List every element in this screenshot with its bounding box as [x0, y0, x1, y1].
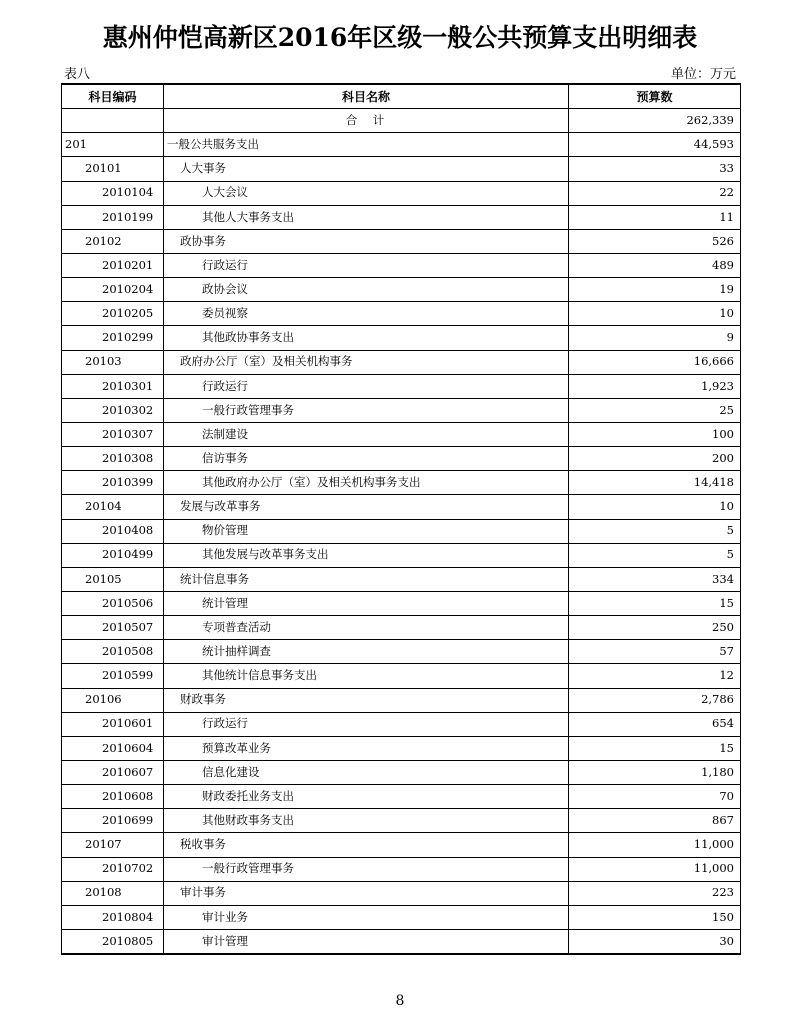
table-row — [62, 447, 741, 471]
subject-code: 20105 — [62, 567, 164, 591]
table-row — [62, 881, 741, 905]
subject-name: 行政运行 — [164, 374, 569, 398]
subject-name: 财政事务 — [164, 688, 569, 712]
subject-code: 2010204 — [62, 278, 164, 302]
budget-amount: 14,418 — [569, 471, 741, 495]
subject-code: 2010506 — [62, 591, 164, 615]
header-amount: 预算数 — [569, 84, 741, 109]
subject-name: 专项普查活动 — [164, 616, 569, 640]
table-row — [62, 640, 741, 664]
subject-code: 2010308 — [62, 447, 164, 471]
table-row — [62, 567, 741, 591]
total-row — [62, 109, 741, 133]
subject-name: 一般行政管理事务 — [164, 398, 569, 422]
table-row — [62, 422, 741, 446]
budget-amount: 223 — [569, 881, 741, 905]
header-name: 科目名称 — [164, 84, 569, 109]
subject-code: 2010307 — [62, 422, 164, 446]
budget-amount: 12 — [569, 664, 741, 688]
subject-name: 人大会议 — [164, 181, 569, 205]
budget-amount: 867 — [569, 809, 741, 833]
subject-name: 行政运行 — [164, 253, 569, 277]
subject-name: 统计信息事务 — [164, 567, 569, 591]
budget-amount: 489 — [569, 253, 741, 277]
table-row — [62, 326, 741, 350]
subject-name: 发展与改革事务 — [164, 495, 569, 519]
table-row — [62, 471, 741, 495]
table-row — [62, 302, 741, 326]
subject-code: 2010399 — [62, 471, 164, 495]
budget-amount: 654 — [569, 712, 741, 736]
subject-name: 政协事务 — [164, 229, 569, 253]
subject-code: 2010201 — [62, 253, 164, 277]
table-row — [62, 229, 741, 253]
subject-code: 20103 — [62, 350, 164, 374]
subject-name: 其他人大事务支出 — [164, 205, 569, 229]
subject-code: 20106 — [62, 688, 164, 712]
budget-table — [61, 83, 741, 955]
table-row — [62, 374, 741, 398]
budget-amount: 30 — [569, 929, 741, 954]
page-number: 8 — [395, 993, 405, 1009]
subject-name: 统计抽样调查 — [164, 640, 569, 664]
table-row — [62, 495, 741, 519]
subject-code: 2010205 — [62, 302, 164, 326]
table-row — [62, 133, 741, 157]
table-row — [62, 664, 741, 688]
subject-name: 政府办公厅（室）及相关机构事务 — [164, 350, 569, 374]
subject-code: 201 — [62, 133, 164, 157]
subject-name: 预算改革业务 — [164, 736, 569, 760]
budget-amount: 11,000 — [569, 833, 741, 857]
budget-amount: 16,666 — [569, 350, 741, 374]
budget-amount: 9 — [569, 326, 741, 350]
subject-name: 审计业务 — [164, 905, 569, 929]
subject-code: 2010199 — [62, 205, 164, 229]
table-row — [62, 809, 741, 833]
table-row — [62, 591, 741, 615]
budget-amount: 1,923 — [569, 374, 741, 398]
subject-name: 人大事务 — [164, 157, 569, 181]
budget-amount: 25 — [569, 398, 741, 422]
table-row — [62, 398, 741, 422]
budget-amount: 22 — [569, 181, 741, 205]
budget-amount: 57 — [569, 640, 741, 664]
subject-code: 2010499 — [62, 543, 164, 567]
table-label: 表八 — [64, 67, 91, 82]
subject-name: 法制建设 — [164, 422, 569, 446]
total-label: 合 计 — [164, 109, 569, 133]
subject-code: 20101 — [62, 157, 164, 181]
unit-label: 单位：万元 — [670, 67, 736, 82]
subject-name: 其他统计信息事务支出 — [164, 664, 569, 688]
budget-amount: 5 — [569, 543, 741, 567]
budget-amount: 15 — [569, 736, 741, 760]
subject-name: 行政运行 — [164, 712, 569, 736]
table-row — [62, 760, 741, 784]
total-code — [62, 109, 164, 133]
table-row — [62, 616, 741, 640]
budget-amount: 250 — [569, 616, 741, 640]
subject-code: 2010702 — [62, 857, 164, 881]
subject-name: 信访事务 — [164, 447, 569, 471]
table-row — [62, 785, 741, 809]
budget-amount: 526 — [569, 229, 741, 253]
subject-code: 2010699 — [62, 809, 164, 833]
subject-name: 财政委托业务支出 — [164, 785, 569, 809]
subject-code: 2010408 — [62, 519, 164, 543]
subject-code: 2010508 — [62, 640, 164, 664]
budget-amount: 11,000 — [569, 857, 741, 881]
table-row — [62, 519, 741, 543]
subject-name: 统计管理 — [164, 591, 569, 615]
header-code: 科目编码 — [62, 84, 164, 109]
table-row — [62, 688, 741, 712]
budget-amount: 10 — [569, 302, 741, 326]
subject-code: 2010607 — [62, 760, 164, 784]
budget-amount: 11 — [569, 205, 741, 229]
subject-code: 20108 — [62, 881, 164, 905]
subject-name: 物价管理 — [164, 519, 569, 543]
subject-name: 审计管理 — [164, 929, 569, 954]
subject-code: 2010299 — [62, 326, 164, 350]
total-amount: 262,339 — [569, 109, 741, 133]
subject-code: 2010301 — [62, 374, 164, 398]
subject-name: 一般公共服务支出 — [164, 133, 569, 157]
table-row — [62, 712, 741, 736]
subject-name: 税收事务 — [164, 833, 569, 857]
table-row — [62, 350, 741, 374]
budget-amount: 19 — [569, 278, 741, 302]
table-row — [62, 205, 741, 229]
budget-amount: 44,593 — [569, 133, 741, 157]
subject-name: 政协会议 — [164, 278, 569, 302]
header-row — [62, 84, 741, 109]
subject-code: 2010302 — [62, 398, 164, 422]
budget-amount: 100 — [569, 422, 741, 446]
subject-code: 2010608 — [62, 785, 164, 809]
subject-name: 其他财政事务支出 — [164, 809, 569, 833]
table-row — [62, 278, 741, 302]
budget-amount: 150 — [569, 905, 741, 929]
subject-code: 2010104 — [62, 181, 164, 205]
subject-code: 2010804 — [62, 905, 164, 929]
subject-code: 20104 — [62, 495, 164, 519]
table-row — [62, 157, 741, 181]
subject-code: 20102 — [62, 229, 164, 253]
budget-amount: 1,180 — [569, 760, 741, 784]
budget-amount: 33 — [569, 157, 741, 181]
subject-name: 其他发展与改革事务支出 — [164, 543, 569, 567]
table-row — [62, 857, 741, 881]
subject-name: 其他政府办公厅（室）及相关机构事务支出 — [164, 471, 569, 495]
subject-name: 审计事务 — [164, 881, 569, 905]
subject-name: 信息化建设 — [164, 760, 569, 784]
table-row — [62, 543, 741, 567]
subject-code: 2010604 — [62, 736, 164, 760]
subject-name: 一般行政管理事务 — [164, 857, 569, 881]
subject-code: 2010507 — [62, 616, 164, 640]
subject-code: 20107 — [62, 833, 164, 857]
table-row — [62, 905, 741, 929]
budget-amount: 334 — [569, 567, 741, 591]
budget-amount: 70 — [569, 785, 741, 809]
subject-name: 委员视察 — [164, 302, 569, 326]
table-row — [62, 736, 741, 760]
table-row — [62, 929, 741, 954]
table-row — [62, 181, 741, 205]
table-row — [62, 833, 741, 857]
subject-code: 2010805 — [62, 929, 164, 954]
table-row — [62, 253, 741, 277]
subject-code: 2010601 — [62, 712, 164, 736]
page-title: 惠州仲恺高新区2016年区级一般公共预算支出明细表 — [102, 23, 698, 52]
budget-amount: 5 — [569, 519, 741, 543]
subject-code: 2010599 — [62, 664, 164, 688]
budget-amount: 200 — [569, 447, 741, 471]
budget-amount: 15 — [569, 591, 741, 615]
budget-amount: 2,786 — [569, 688, 741, 712]
budget-amount: 10 — [569, 495, 741, 519]
subject-name: 其他政协事务支出 — [164, 326, 569, 350]
